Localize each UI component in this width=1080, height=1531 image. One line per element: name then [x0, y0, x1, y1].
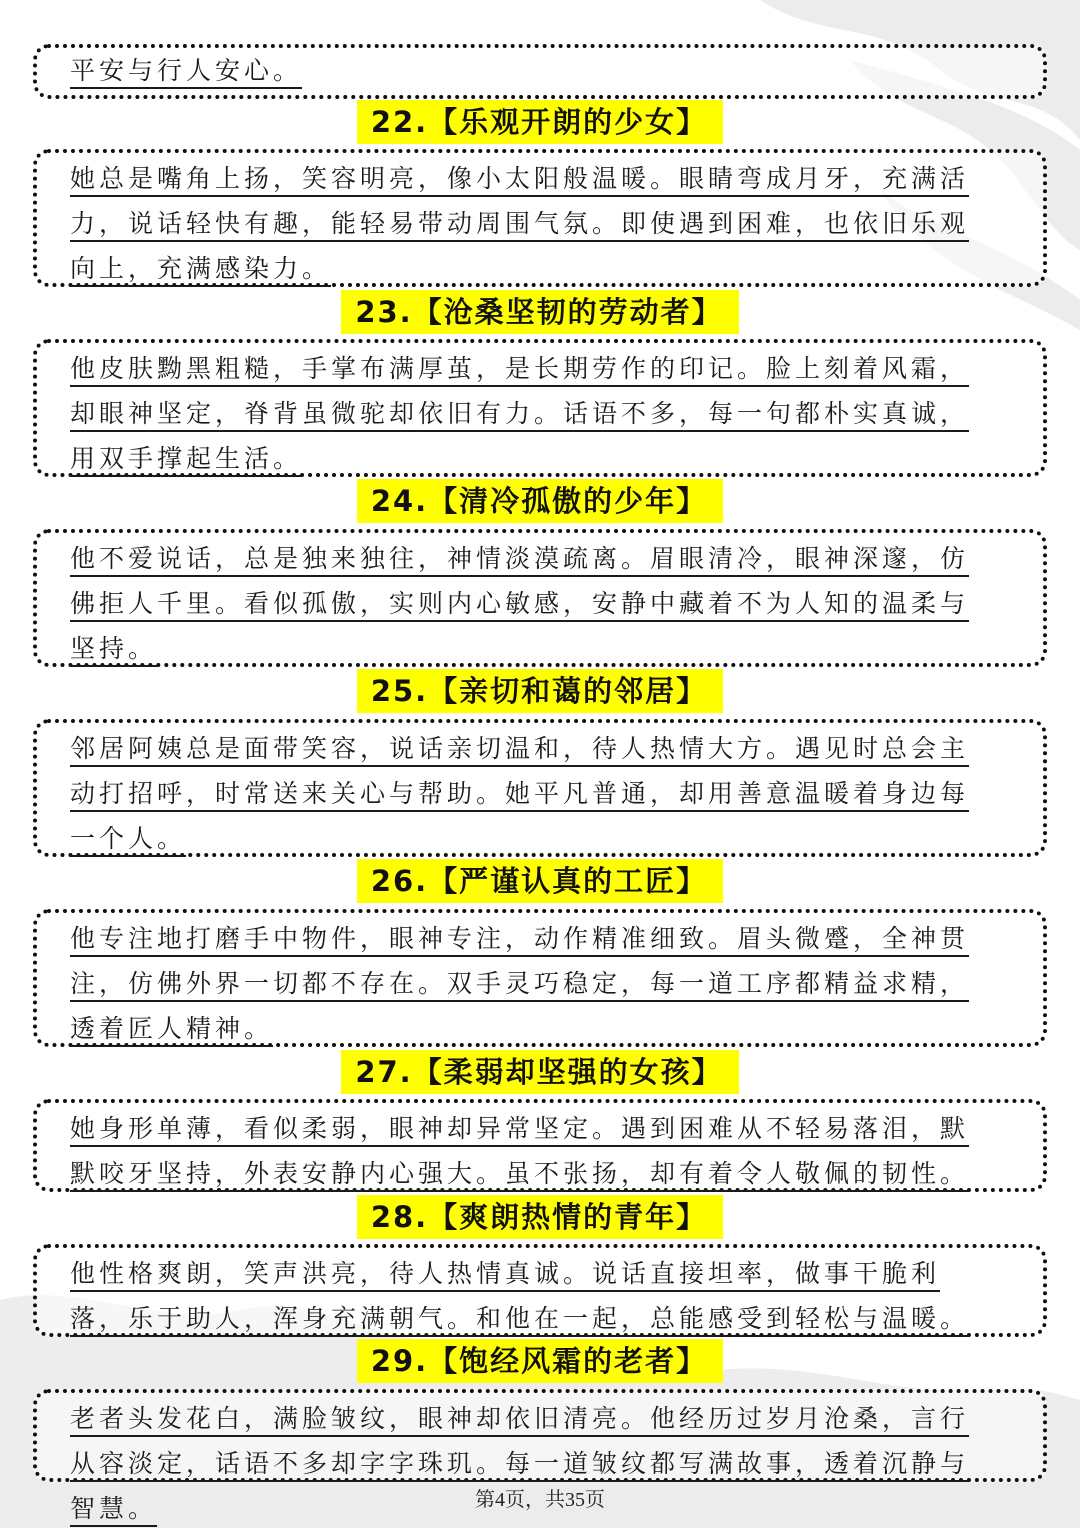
- continued-description-text: 平安与行人安心。: [70, 56, 303, 85]
- heading-label: 26.【严谨认真的工匠】: [357, 859, 723, 903]
- entry-heading-24: [0, 479, 1080, 523]
- entry-description-text: 邻居阿姨总是面带笑容，说话亲切温和，待人热情大方。遇见时总会主动打招呼，时常送来关心与帮助。她平凡普通，却用善意温暖着身边每一个人。: [70, 734, 970, 853]
- entry-description-box-27: [33, 1099, 1047, 1192]
- heading-label: 22.【乐观开朗的少女】: [357, 100, 723, 144]
- entry-heading-27: [0, 1050, 1080, 1094]
- heading-label: 23.【沧桑坚韧的劳动者】: [341, 290, 738, 334]
- entry-description-text: 老者头发花白，满脸皱纹，眼神却依旧清亮。他经历过岁月沧桑，言行从容淡定，话语不多却字字珠玑。每一道皱纹都写满故事，透着沉静与智慧。: [70, 1404, 970, 1523]
- entry-heading-26: [0, 859, 1080, 903]
- entry-description-text: 他皮肤黝黑粗糙，手掌布满厚茧，是长期劳作的印记。脸上刻着风霜，却眼神坚定，脊背虽微驼却依旧有力。话语不多，每一句都朴实真诚，用双手撑起生活。: [70, 354, 970, 473]
- entry-heading-29: [0, 1339, 1080, 1383]
- entry-description-text: 她总是嘴角上扬，笑容明亮，像小太阳般温暖。眼睛弯成月牙，充满活力，说话轻快有趣，能轻易带动周围气氛。即使遇到困难，也依旧乐观向上，充满感染力。: [70, 164, 970, 283]
- heading-label: 28.【爽朗热情的青年】: [357, 1195, 723, 1239]
- entry-heading-28: [0, 1195, 1080, 1239]
- heading-label: 27.【柔弱却坚强的女孩】: [341, 1050, 738, 1094]
- entry-description-text: 她身形单薄，看似柔弱，眼神却异常坚定。遇到困难从不轻易落泪，默默咬牙坚持，外表安静内心强大。虽不张扬，却有着令人敬佩的韧性。: [70, 1114, 970, 1188]
- entry-description-text: 他专注地打磨手中物件，眼神专注，动作精准细致。眉头微蹙，全神贯注，仿佛外界一切都不存在。双手灵巧稳定，每一道工序都精益求精，透着匠人精神。: [70, 924, 970, 1043]
- continued-description-box: [33, 44, 1047, 99]
- entry-description-box-23: [33, 339, 1047, 477]
- entry-description-text: 他不爱说话，总是独来独往，神情淡漠疏离。眉眼清冷，眼神深邃，仿佛拒人千里。看似孤傲，实则内心敏感，安静中藏着不为人知的温柔与坚持。: [70, 544, 970, 663]
- entry-description-box-25: [33, 719, 1047, 857]
- entry-description-text: 他性格爽朗，笑声洪亮，待人热情真诚。说话直接坦率，做事干脆利落，乐于助人，浑身充满朝气。和他在一起，总能感受到轻松与温暖。: [70, 1259, 970, 1333]
- heading-label: 29.【饱经风霜的老者】: [357, 1339, 723, 1383]
- entry-description-box-22: [33, 149, 1047, 287]
- page-number-footer: 第4页，共35页: [475, 1489, 605, 1511]
- entry-heading-25: [0, 669, 1080, 713]
- entry-description-box-26: [33, 909, 1047, 1047]
- heading-label: 24.【清冷孤傲的少年】: [357, 479, 723, 523]
- entry-description-box-28: [33, 1244, 1047, 1337]
- entry-description-box-24: [33, 529, 1047, 667]
- heading-label: 25.【亲切和蔼的邻居】: [357, 669, 723, 713]
- entry-heading-22: [0, 100, 1080, 144]
- entry-heading-23: [0, 290, 1080, 334]
